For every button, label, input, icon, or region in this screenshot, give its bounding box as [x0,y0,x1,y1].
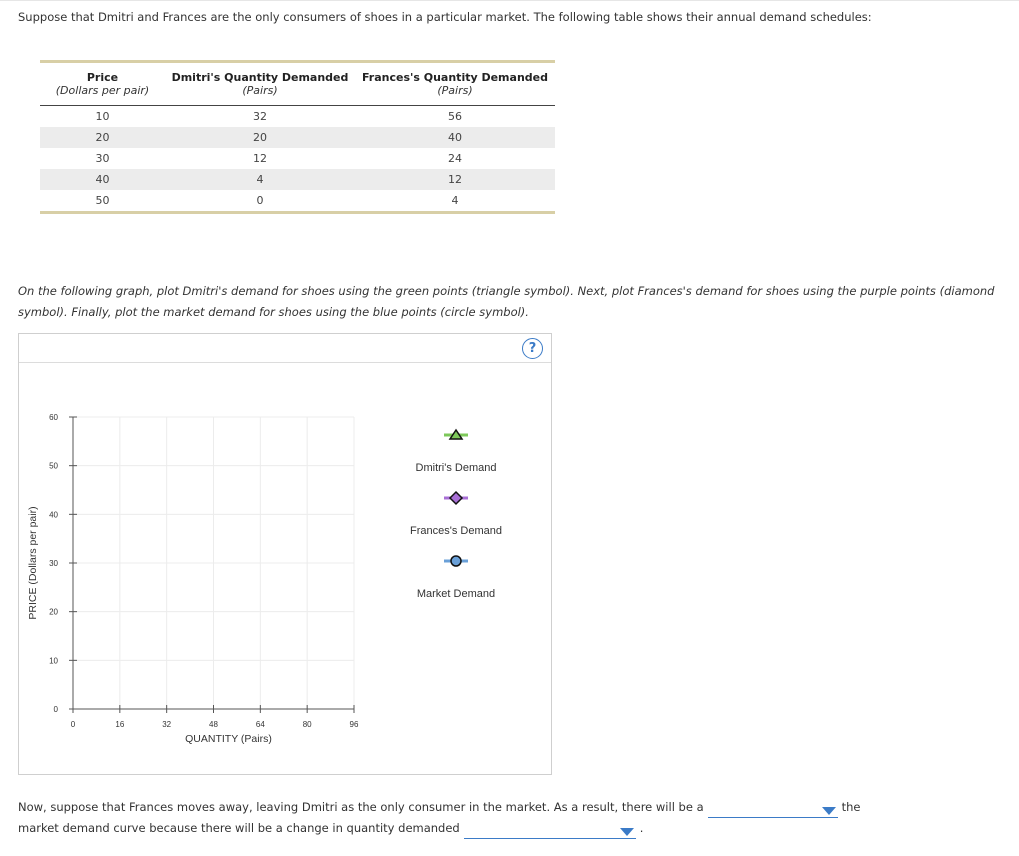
x-tick-label: 48 [209,720,218,729]
chevron-down-icon [620,828,634,836]
x-tick-label: 32 [162,720,172,729]
question-part4: . [639,821,644,835]
y-tick-label: 20 [49,607,58,617]
graph-instructions: On the following graph, plot Dmitri's demand for shoes using the green points (triangle symbol). Next, plot Frances's demand for shoes using the purple points (diamond symbol). Finally, plot the market demand for shoes using the blue points (circle symbol). [18,284,995,319]
legend-item-diamond[interactable] [410,492,502,537]
cell: 40 [355,127,555,148]
dropdown-quantity-demanded[interactable] [464,823,636,839]
help-icon[interactable]: ? [522,338,543,359]
plot-tools-legend [410,430,502,600]
question-part3: market demand curve because there will be a change in quantity demanded [18,821,460,835]
cell: 4 [165,169,355,190]
y-tick-label: 50 [49,461,58,471]
grid-lines [73,417,354,709]
table-row [40,148,555,169]
circle-icon [451,556,461,566]
legend-item-circle[interactable] [417,556,495,600]
cell: 56 [448,110,462,123]
header-dmitri: Dmitri's Quantity Demanded (Pairs) [171,71,349,97]
axes [69,417,354,713]
cell: 20 [40,127,165,148]
table-header-row [40,62,555,106]
x-tick-label: 0 [70,720,76,729]
dropdown-curve-change[interactable] [708,802,838,818]
cell: 10 [95,110,110,123]
demand-schedule-table [40,60,555,214]
legend-label: Market Demand [416,588,496,600]
header-frances: Frances's Quantity Demanded (Pairs) [361,71,548,97]
cell: 50 [95,194,110,207]
demand-graph[interactable] [19,334,551,774]
cell: 4 [451,194,459,207]
cell: 32 [253,110,267,123]
question-part2: the [841,800,861,814]
cell: 30 [95,152,110,165]
cell: 40 [40,169,165,190]
top-divider [0,0,1019,1]
diamond-icon [450,492,462,504]
intro-text: Suppose that Dmitri and Frances are the only consumers of shoes in a particular market. The following table shows their annual demand schedules: [18,10,872,24]
table-row [40,106,555,128]
table-row [40,190,555,213]
question-part1: Now, suppose that Frances moves away, leaving Dmitri as the only consumer in the market. As a result, there will be a [18,800,704,814]
x-tick-label: 96 [349,720,359,729]
y-tick-label: 30 [49,559,58,568]
cell: 12 [355,169,555,190]
cell: 12 [253,152,267,165]
y-tick-label: 10 [49,656,58,666]
legend-label: Dmitri's Demand [415,462,497,474]
table-row [40,169,555,190]
header-price: Price (Dollars per pair) [55,71,150,97]
cell: 0 [256,194,264,207]
question-text [18,797,1008,839]
x-tick-label: 16 [115,720,125,729]
x-tick-label: 80 [302,720,312,729]
x-axis-label: QUANTITY (Pairs) [185,733,272,745]
chevron-down-icon [822,807,836,815]
tick-labels [49,413,359,729]
legend-item-triangle[interactable] [416,430,497,474]
y-axis-label: PRICE (Dollars per pair) [27,506,39,620]
legend-label: Frances's Demand [410,525,502,537]
cell: 20 [165,127,355,148]
cell: 24 [448,152,462,165]
y-tick-label: 40 [49,510,58,520]
y-tick-label: 0 [53,705,58,714]
y-tick-label: 60 [49,413,58,422]
table-row [40,127,555,148]
graph-panel [18,333,552,775]
x-tick-label: 64 [255,720,265,729]
